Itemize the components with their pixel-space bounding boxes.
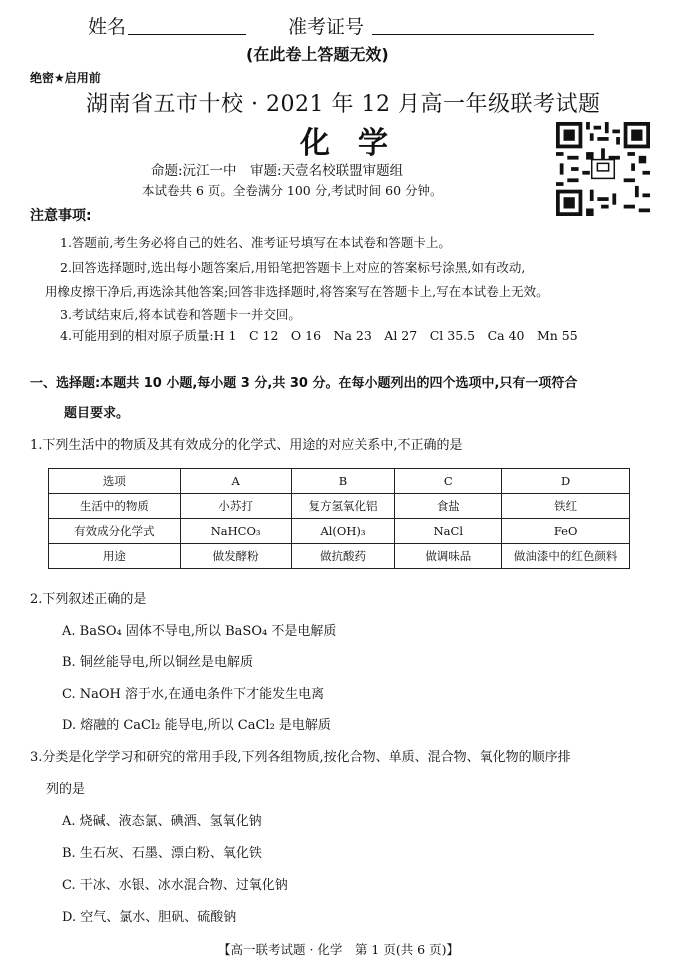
exam-info: 本试卷共 6 页。全卷满分 100 分,考试时间 60 分钟。 bbox=[142, 183, 443, 198]
table-cell: NaHCO₃ bbox=[180, 519, 291, 544]
table-cell: 有效成分化学式 bbox=[49, 519, 181, 544]
invalid-note: (在此卷上答题无效) bbox=[246, 45, 389, 64]
section-heading: 一、选择题:本题共 10 小题,每小题 3 分,共 30 分。在每小题列出的四个选项中,只有一项符合 bbox=[30, 376, 578, 391]
table-cell: Al(OH)₃ bbox=[291, 519, 395, 544]
table-cell: D bbox=[502, 469, 630, 494]
table-cell: 做发酵粉 bbox=[180, 544, 291, 569]
table-cell: 用途 bbox=[49, 544, 181, 569]
table-cell: 做油漆中的红色颜料 bbox=[502, 544, 630, 569]
section-heading-cont: 题目要求。 bbox=[64, 406, 130, 421]
notice-heading: 注意事项: bbox=[30, 208, 92, 224]
table-cell: B bbox=[291, 469, 395, 494]
table-header-row bbox=[49, 469, 630, 494]
question-1-table bbox=[48, 468, 630, 569]
name-blank bbox=[128, 34, 246, 35]
notice-item: 3.考试结束后,将本试卷和答题卡一并交回。 bbox=[60, 307, 301, 322]
notice-item: 4.可能用到的相对原子质量:H 1 C 12 O 16 Na 23 Al 27 Cl 35.5 Ca 40 Mn 55 bbox=[60, 328, 578, 343]
question-2-option-c: C. NaOH 溶于水,在通电条件下才能发生电离 bbox=[62, 687, 325, 702]
question-3-option-a: A. 烧碱、液态氯、碘酒、氢氧化钠 bbox=[62, 814, 262, 829]
table-cell: 食盐 bbox=[395, 494, 502, 519]
question-3-stem-cont: 列的是 bbox=[46, 782, 86, 797]
subject-title: 化学 bbox=[300, 126, 416, 161]
table-cell: 生活中的物质 bbox=[49, 494, 181, 519]
table-row bbox=[49, 519, 630, 544]
exam-id-label: 准考证号 bbox=[288, 16, 365, 38]
notice-item: 2.回答选择题时,选出每小题答案后,用铅笔把答题卡上对应的答案标号涂黑,如有改动, bbox=[60, 260, 526, 275]
secret-label: 绝密★启用前 bbox=[30, 71, 101, 85]
question-1-stem: 1.下列生活中的物质及其有效成分的化学式、用途的对应关系中,不正确的是 bbox=[30, 438, 463, 453]
notice-item: 1.答题前,考生务必将自己的姓名、准考证号填写在本试卷和答题卡上。 bbox=[60, 235, 451, 250]
table-cell: 选项 bbox=[49, 469, 181, 494]
table-cell: C bbox=[395, 469, 502, 494]
exam-id-blank bbox=[372, 34, 594, 35]
table-row bbox=[49, 544, 630, 569]
question-2-option-b: B. 铜丝能导电,所以铜丝是电解质 bbox=[62, 655, 253, 670]
table-cell: FeO bbox=[502, 519, 630, 544]
table-cell: NaCl bbox=[395, 519, 502, 544]
table-cell: A bbox=[180, 469, 291, 494]
notice-item: 用橡皮擦干净后,再选涂其他答案;回答非选择题时,将答案写在答题卡上,写在本试卷上无效。 bbox=[45, 284, 549, 299]
table-cell: 做抗酸药 bbox=[291, 544, 395, 569]
table-cell: 铁红 bbox=[502, 494, 630, 519]
question-2-stem: 2.下列叙述正确的是 bbox=[30, 592, 147, 607]
table-cell: 做调味品 bbox=[395, 544, 502, 569]
table-cell: 小苏打 bbox=[180, 494, 291, 519]
page-footer: 【高一联考试题 · 化学 第 1 页(共 6 页)】 bbox=[218, 942, 459, 957]
exam-title: 湖南省五市十校 · 2021 年 12 月高一年级联考试题 bbox=[86, 92, 601, 117]
question-2-option-d: D. 熔融的 CaCl₂ 能导电,所以 CaCl₂ 是电解质 bbox=[62, 718, 331, 733]
question-3-option-c: C. 干冰、水银、冰水混合物、过氧化钠 bbox=[62, 878, 288, 893]
qr-code-icon bbox=[556, 122, 650, 216]
table-cell: 复方氢氧化铝 bbox=[291, 494, 395, 519]
question-2-option-a: A. BaSO₄ 固体不导电,所以 BaSO₄ 不是电解质 bbox=[62, 624, 337, 639]
question-3-option-b: B. 生石灰、石墨、漂白粉、氧化铁 bbox=[62, 846, 262, 861]
question-3-stem: 3.分类是化学学习和研究的常用手段,下列各组物质,按化合物、单质、混合物、氧化物的顺序排 bbox=[30, 750, 571, 765]
name-label: 姓名 bbox=[88, 16, 127, 38]
question-3-option-d: D. 空气、氯水、胆矾、硫酸钠 bbox=[62, 910, 237, 925]
table-row bbox=[49, 494, 630, 519]
exam-authors: 命题:沅江一中 审题:天壹名校联盟审题组 bbox=[151, 163, 404, 179]
